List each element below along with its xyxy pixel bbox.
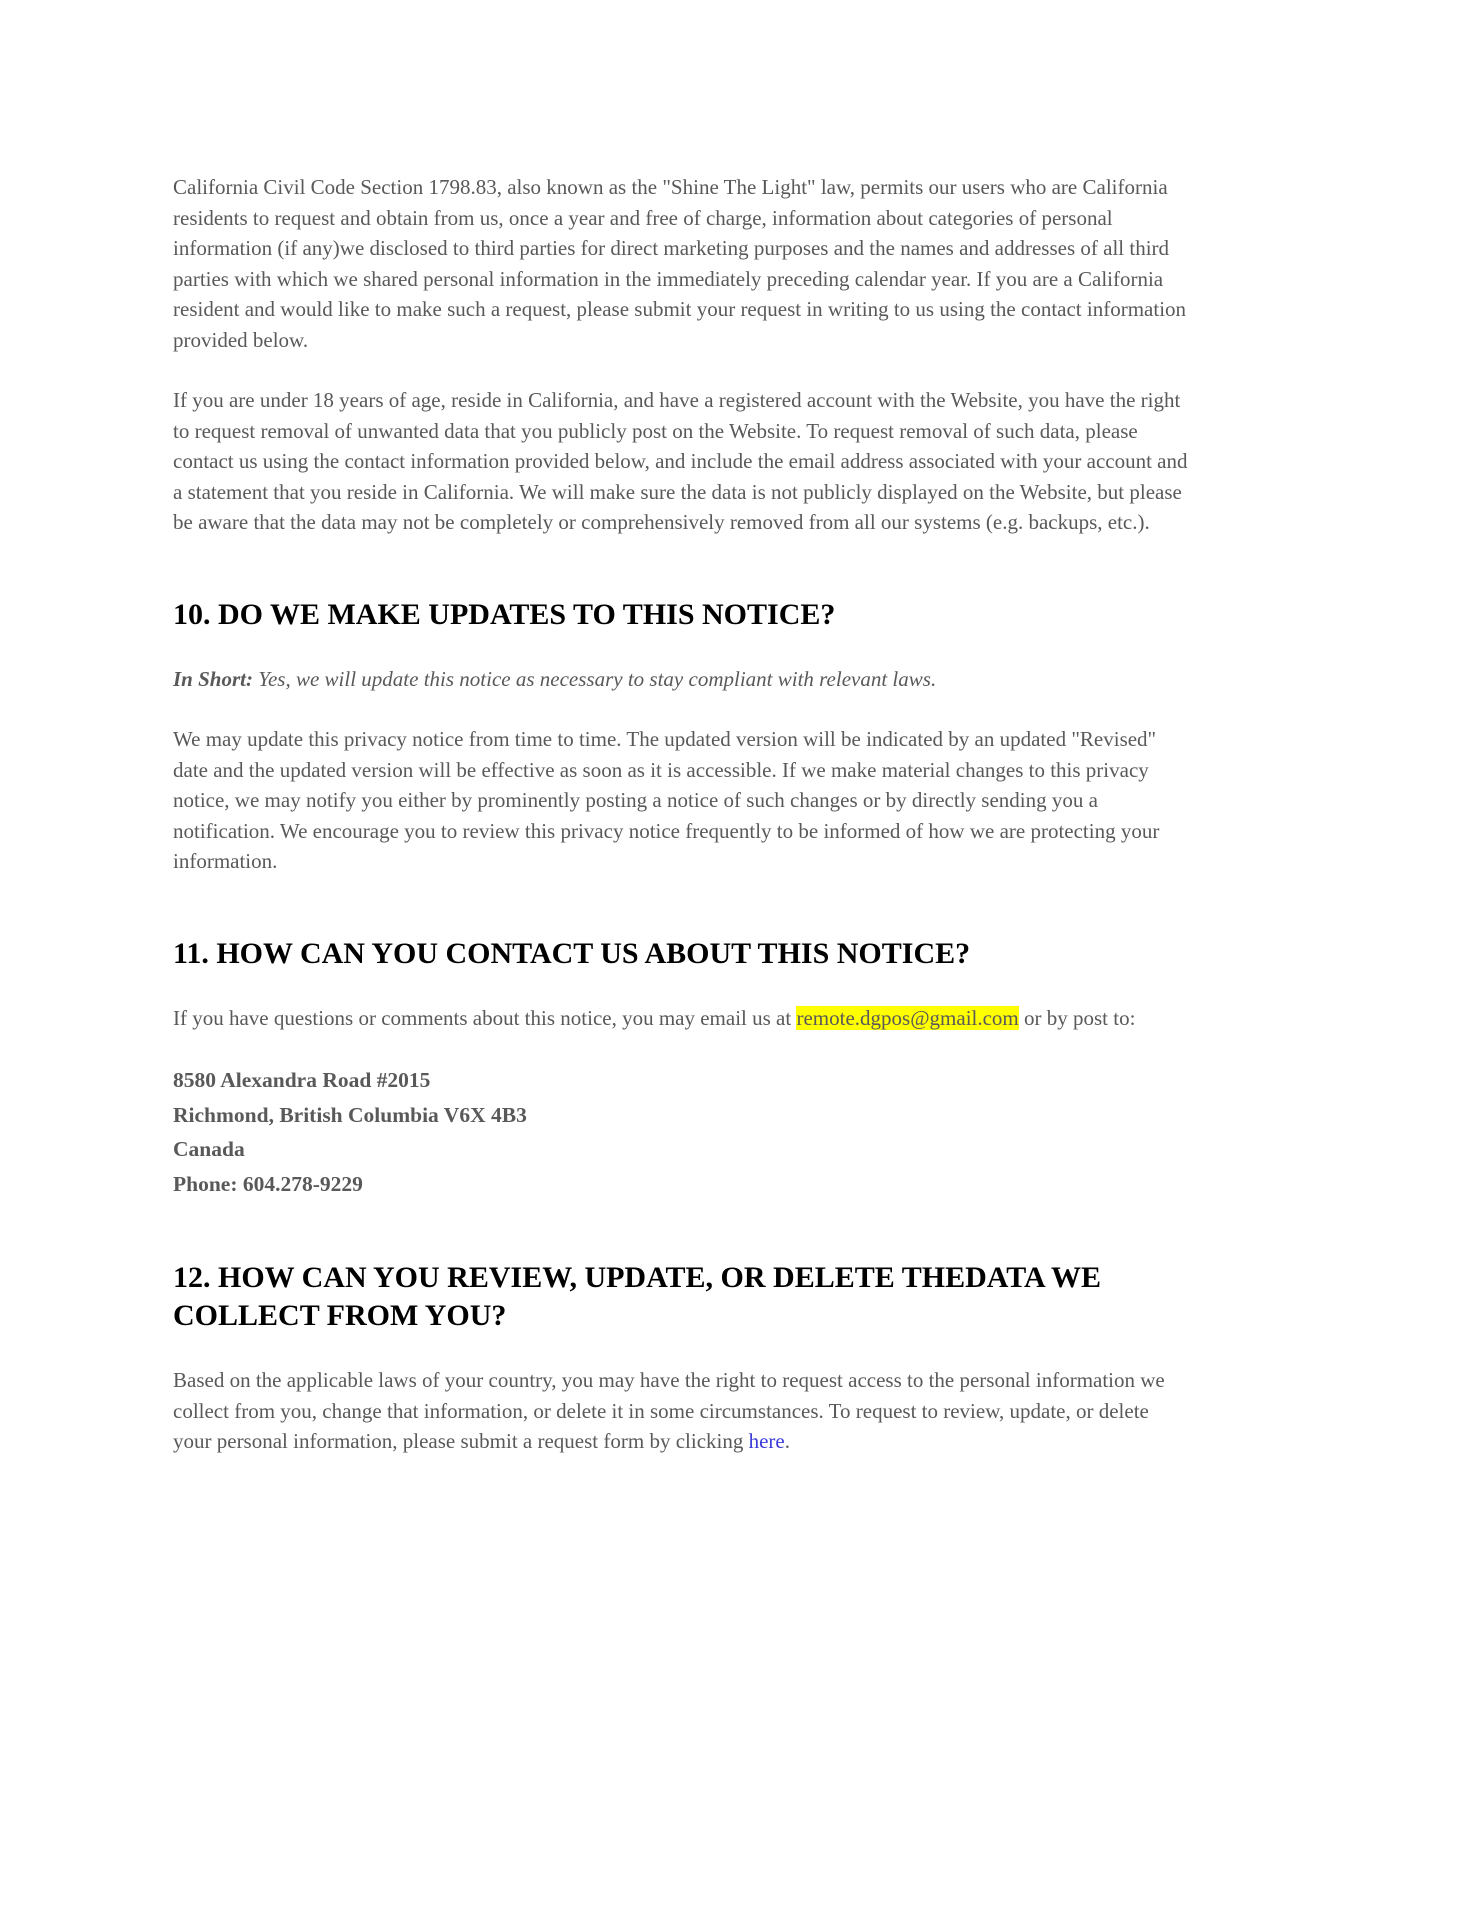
here-link[interactable]: here [748, 1429, 785, 1453]
address-street: 8580 Alexandra Road #2015 [173, 1068, 431, 1092]
section-12-heading: 12. HOW CAN YOU REVIEW, UPDATE, OR DELETE THEDATA WE COLLECT FROM YOU? [173, 1261, 1101, 1332]
privacy-policy-content [173, 172, 1188, 1457]
paragraph-review-update-delete [173, 1365, 1188, 1457]
mailing-address [173, 1063, 1188, 1201]
address-city-province: Richmond, British Columbia V6X 4B3 [173, 1102, 527, 1127]
section-10-in-short [173, 664, 1188, 695]
in-short-label: In Short: [173, 666, 253, 691]
contact-email-highlighted: remote.dgpos@gmail.com [796, 1005, 1019, 1030]
in-short-text: Yes, we will update this notice as necessary to stay compliant with relevant laws. [258, 666, 937, 691]
paragraph-california-civil-code: California Civil Code Section 1798.83, also known as the "Shine The Light" law, permits our users who are California residents to request and obtain from us, once a year and free of charge, information about categories of personal information (if any)we disclosed to third parties for direct marketing purposes and the names and addresses of all third parties with which we shared personal information in the immediately preceding calendar year. If you are a California resident and would like to make such a request, please submit your request in writing to us using the contact information provided below. [173, 175, 1187, 352]
review-text-prefix: Based on the applicable laws of your country, you may have the right to request access to the personal information we collect from you, change that information, or delete it in some circumstances. To request to review, update, or delete your personal information, please submit a request form by clicking [173, 1368, 1165, 1453]
review-text-suffix: . [784, 1429, 790, 1453]
paragraph-under-18-removal: If you are under 18 years of age, reside in California, and have a registered account with the Website, you have the right to request removal of unwanted data that you publicly post on the Website. To request removal of such data, please contact us using the contact information provided below, and include the email address associated with your account and a statement that you reside in California. We will make sure the data is not publicly displayed on the Website, but please be aware that the data may not be completely or comprehensively removed from all our systems (e.g. backups, etc.). [173, 388, 1188, 534]
address-country: Canada [173, 1137, 245, 1161]
paragraph-contact [173, 1003, 1188, 1034]
section-11-heading: 11. HOW CAN YOU CONTACT US ABOUT THIS NOTICE? [173, 936, 971, 970]
contact-text-suffix: or by post to: [1024, 1005, 1136, 1030]
contact-text-prefix: If you have questions or comments about this notice, you may email us at [173, 1005, 792, 1030]
address-phone: Phone: 604.278-9229 [173, 1171, 363, 1196]
section-10-heading: 10. DO WE MAKE UPDATES TO THIS NOTICE? [173, 597, 836, 631]
paragraph-update-notice: We may update this privacy notice from time to time. The updated version will be indicated by an updated "Revised" date and the updated version will be effective as soon as it is accessible. If we make material changes to this privacy notice, we may notify you either by prominently posting a notice of such changes or by directly sending you a notification. We encourage you to review this privacy notice frequently to be informed of how we are protecting your information. [173, 727, 1160, 873]
